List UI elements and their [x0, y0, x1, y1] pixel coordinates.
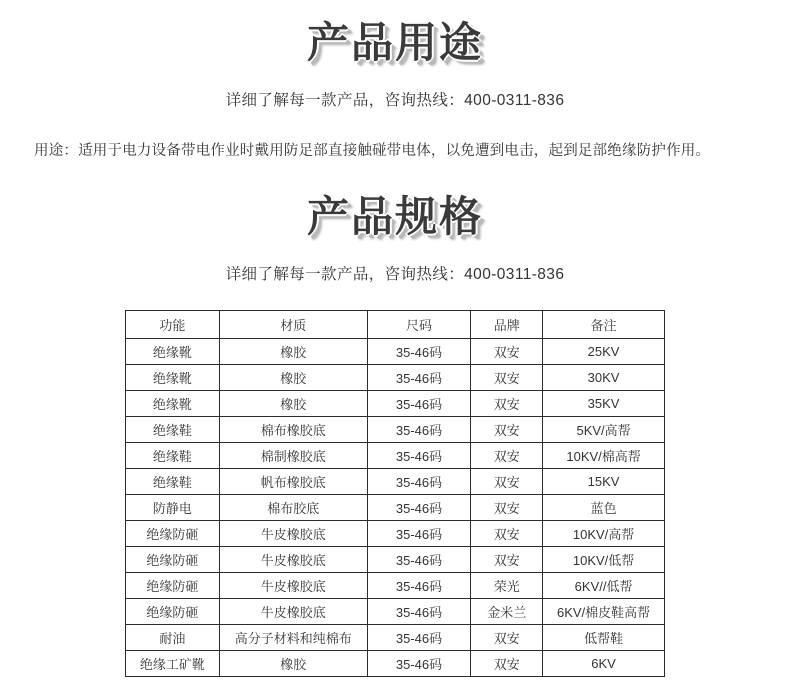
column-header-function: 功能 [126, 311, 220, 339]
table-row [126, 573, 665, 599]
cell-remark: 6KV/棉皮鞋高帮 [543, 599, 665, 625]
column-header-brand: 品牌 [471, 311, 543, 339]
cell-size: 35-46码 [367, 469, 471, 495]
cell-material: 棉布橡胶底 [219, 417, 367, 443]
cell-material: 牛皮橡胶底 [219, 547, 367, 573]
table-row [126, 365, 665, 391]
cell-remark: 35KV [543, 391, 665, 417]
cell-function: 绝缘防砸 [126, 573, 220, 599]
cell-size: 35-46码 [367, 547, 471, 573]
table-header-row [126, 311, 665, 339]
cell-size: 35-46码 [367, 417, 471, 443]
cell-remark: 10KV/棉高帮 [543, 443, 665, 469]
cell-function: 绝缘鞋 [126, 443, 220, 469]
cell-size: 35-46码 [367, 625, 471, 651]
cell-material: 橡胶 [219, 365, 367, 391]
cell-remark: 低帮鞋 [543, 625, 665, 651]
cell-brand: 双安 [471, 547, 543, 573]
spec-table-container [0, 310, 790, 677]
cell-remark: 25KV [543, 339, 665, 365]
cell-brand: 双安 [471, 651, 543, 677]
cell-brand: 双安 [471, 625, 543, 651]
table-row [126, 495, 665, 521]
cell-material: 高分子材料和纯棉布 [219, 625, 367, 651]
cell-brand: 双安 [471, 417, 543, 443]
table-row [126, 599, 665, 625]
usage-section-title: 产品用途 [306, 18, 483, 67]
column-header-remark: 备注 [543, 311, 665, 339]
cell-remark: 6KV//低帮 [543, 573, 665, 599]
cell-size: 35-46码 [367, 443, 471, 469]
cell-material: 橡胶 [219, 339, 367, 365]
cell-function: 绝缘防砸 [126, 521, 220, 547]
cell-brand: 双安 [471, 365, 543, 391]
cell-brand: 双安 [471, 495, 543, 521]
cell-material: 牛皮橡胶底 [219, 599, 367, 625]
table-row [126, 521, 665, 547]
cell-material: 棉布胶底 [219, 495, 367, 521]
cell-material: 帆布橡胶底 [219, 469, 367, 495]
cell-size: 35-46码 [367, 573, 471, 599]
cell-function: 绝缘靴 [126, 391, 220, 417]
usage-hotline-text: 详细了解每一款产品，咨询热线：400-0311-836 [225, 92, 565, 109]
cell-function: 防静电 [126, 495, 220, 521]
table-row [126, 469, 665, 495]
cell-remark: 10KV/低帮 [543, 547, 665, 573]
cell-remark: 5KV/高帮 [543, 417, 665, 443]
cell-material: 牛皮橡胶底 [219, 521, 367, 547]
cell-brand: 双安 [471, 443, 543, 469]
table-row [126, 391, 665, 417]
cell-remark: 15KV [543, 469, 665, 495]
cell-brand: 双安 [471, 469, 543, 495]
cell-brand: 双安 [471, 339, 543, 365]
table-row [126, 651, 665, 677]
table-row [126, 417, 665, 443]
cell-remark: 6KV [543, 651, 665, 677]
cell-function: 绝缘防砸 [126, 599, 220, 625]
cell-remark: 10KV/高帮 [543, 521, 665, 547]
cell-function: 绝缘防砸 [126, 547, 220, 573]
table-row [126, 625, 665, 651]
spec-section-title: 产品规格 [306, 192, 483, 241]
cell-function: 绝缘靴 [126, 365, 220, 391]
column-header-size: 尺码 [367, 311, 471, 339]
cell-function: 绝缘靴 [126, 339, 220, 365]
cell-size: 35-46码 [367, 339, 471, 365]
cell-material: 棉制橡胶底 [219, 443, 367, 469]
cell-brand: 双安 [471, 521, 543, 547]
cell-size: 35-46码 [367, 391, 471, 417]
cell-brand: 双安 [471, 391, 543, 417]
cell-material: 橡胶 [219, 391, 367, 417]
cell-material: 牛皮橡胶底 [219, 573, 367, 599]
cell-brand: 金米兰 [471, 599, 543, 625]
cell-function: 绝缘鞋 [126, 469, 220, 495]
cell-size: 35-46码 [367, 599, 471, 625]
cell-brand: 荣光 [471, 573, 543, 599]
cell-function: 耐油 [126, 625, 220, 651]
cell-size: 35-46码 [367, 365, 471, 391]
cell-size: 35-46码 [367, 495, 471, 521]
cell-function: 绝缘鞋 [126, 417, 220, 443]
table-row [126, 547, 665, 573]
usage-description: 用途：适用于电力设备带电作业时戴用防足部直接触碰带电体，以免遭到电击，起到足部绝缘防护作用。 [34, 143, 711, 159]
spec-hotline-text: 详细了解每一款产品，咨询热线：400-0311-836 [225, 266, 565, 283]
cell-size: 35-46码 [367, 651, 471, 677]
table-row [126, 339, 665, 365]
spec-table [125, 310, 665, 677]
cell-material: 橡胶 [219, 651, 367, 677]
cell-remark: 蓝色 [543, 495, 665, 521]
column-header-material: 材质 [219, 311, 367, 339]
cell-function: 绝缘工矿靴 [126, 651, 220, 677]
cell-size: 35-46码 [367, 521, 471, 547]
table-row [126, 443, 665, 469]
cell-remark: 30KV [543, 365, 665, 391]
